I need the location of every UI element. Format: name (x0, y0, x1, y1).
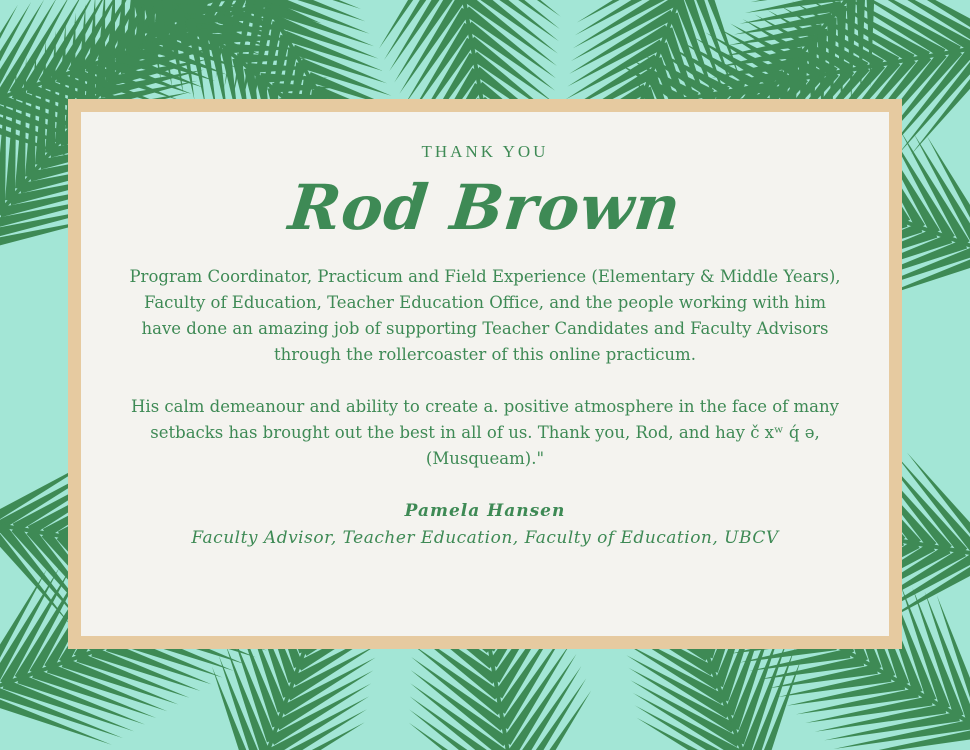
signature-role: Faculty Advisor, Teacher Education, Faculty of Education, UBCV (191, 528, 779, 548)
thank-you-heading: THANK YOU (421, 142, 549, 161)
card-frame (68, 99, 902, 649)
recipient-name: Rod Brown (285, 171, 685, 244)
signature-name: Pamela Hansen (404, 501, 566, 521)
thank-you-card (81, 112, 889, 636)
message-paragraph-2: His calm demeanour and ability to create a. positive atmosphere in the face of many setbacks has brought out the best in all of us. Thank you, Rod, and hay č xʷ q́ ə,(Musqueam)." (131, 397, 839, 468)
message-paragraph-1: Program Coordinator, Practicum and Field Experience (Elementary & Middle Years), Faculty of Education, Teacher Education Office, and the people working with him have done an amazing job of supporting Teacher Candidates and Faculty Advisors through the rollercoaster of this online practicum. (129, 267, 841, 364)
